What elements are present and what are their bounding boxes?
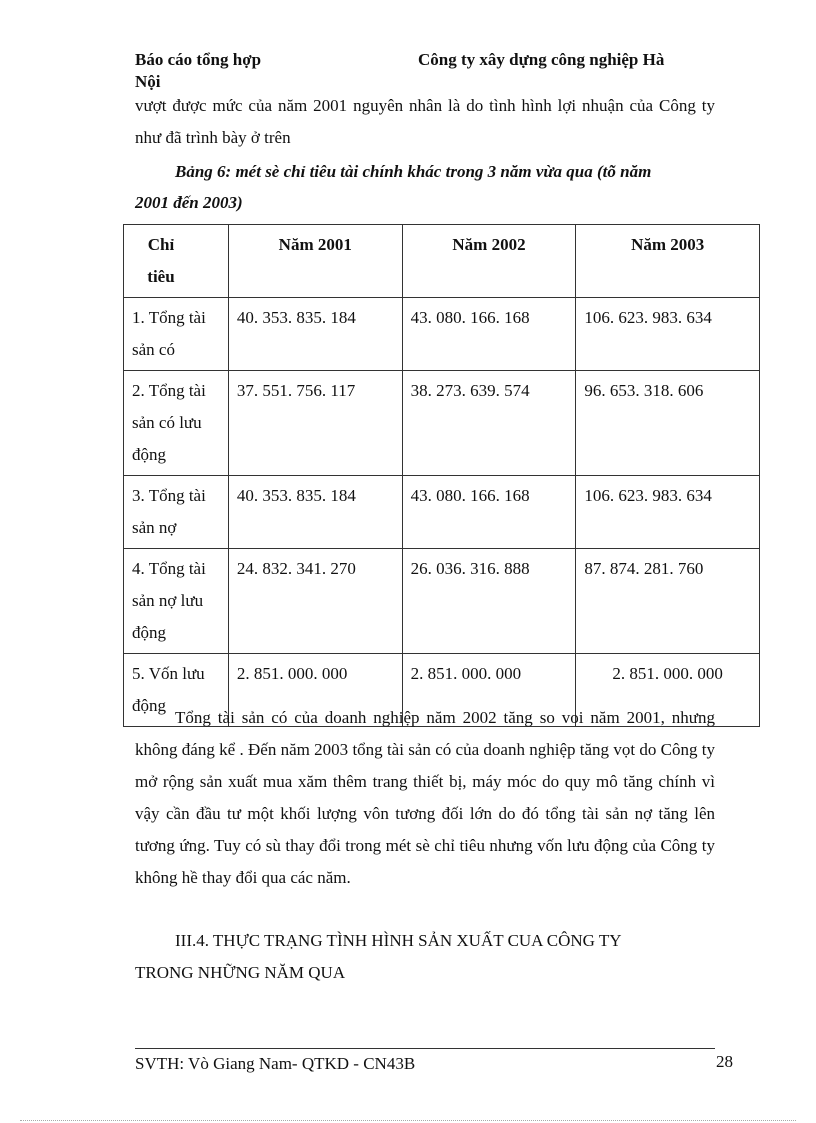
table-row	[124, 549, 760, 654]
value-text: 43. 080. 166. 168	[410, 308, 530, 327]
header-2001: Năm 2001	[228, 225, 402, 298]
table-row	[124, 476, 760, 549]
row-label: 4. Tổng tài sản nợ lưu động	[124, 549, 229, 654]
value-text: 2. 851. 000. 000	[410, 664, 522, 683]
header-2002: Năm 2002	[402, 225, 576, 298]
section-heading-line2: TRONG NHỮNG NĂM QUA	[135, 963, 346, 982]
row-value-2002	[402, 476, 576, 549]
row-value-2001	[228, 371, 402, 476]
row-value-2003	[576, 298, 760, 371]
page-edge-divider	[20, 1120, 796, 1121]
header-2003: Năm 2003	[576, 225, 760, 298]
intro-paragraph: vượt được mức của năm 2001 nguyên nhân là do tình hình lợi nhuận của Công ty như đã trình bày ở trên	[135, 96, 715, 147]
table-caption-line1: Bảng 6: mét sè chỉ tiêu tài chính khác trong 3 năm vừa qua (tõ năm	[175, 162, 652, 181]
value-text: 2. 851. 000. 000	[612, 664, 723, 683]
row-value-2002	[402, 298, 576, 371]
value-text: 43. 080. 166. 168	[410, 486, 530, 505]
value-text: 87. 874. 281. 760	[584, 559, 704, 578]
row-value-2001	[228, 298, 402, 371]
value-text: 37. 551. 756. 117	[236, 381, 356, 400]
value-text: 40. 353. 835. 184	[236, 308, 356, 327]
header-right: Công ty xây dựng công nghiệp Hà	[418, 50, 665, 69]
row-label: 3. Tổng tài sản nợ	[124, 476, 229, 549]
header-chi-tieu-text: Chỉ tiêu	[147, 235, 175, 286]
row-value-2001	[228, 476, 402, 549]
table-row	[124, 298, 760, 371]
row-value-2001	[228, 549, 402, 654]
value-text: 26. 036. 316. 888	[410, 559, 530, 578]
row-value-2003	[576, 549, 760, 654]
analysis-paragraph: Tổng tài sản có của doanh nghiệp năm 2002 tăng so voi năm 2001, nhưng không đáng kể . Đến năm 2003 tổng tài sản có của doanh nghiệp tăng vọt do Công ty mở rộng sản xuất mua xăm thêm trang thiết bị, máy móc do quy mô tăng chính vì vậy cần đầu tư một khối lượng vôn tương đối lớn do đó tổng tài sản nợ tăng lên tương ứng. Tuy có sù thay đổi trong mét sè chỉ tiêu nhưng vốn lưu động của Công ty không hề thay đổi qua các năm.	[135, 708, 715, 887]
row-label: 2. Tổng tài sản có lưu động	[124, 371, 229, 476]
value-text: 2. 851. 000. 000	[236, 664, 348, 683]
header-wrap: Nội	[135, 72, 161, 91]
row-value-2003	[576, 476, 760, 549]
section-heading-line1: III.4. THỰC TRẠNG TÌNH HÌNH SẢN XUẤT CUA CÔNG TY	[175, 931, 622, 950]
value-text: 38. 273. 639. 574	[410, 381, 530, 400]
row-value-2002	[402, 549, 576, 654]
value-text: 24. 832. 341. 270	[236, 559, 356, 578]
value-text: 106. 623. 983. 634	[584, 486, 712, 505]
row-value-2003	[576, 371, 760, 476]
value-text: 40. 353. 835. 184	[236, 486, 356, 505]
header-left: Báo cáo tổng hợp	[135, 50, 262, 69]
footer-divider	[135, 1048, 715, 1049]
financial-table	[123, 224, 760, 727]
row-label: 5. Vốn lưu động	[124, 654, 229, 727]
table-caption-line2: 2001 đến 2003)	[135, 193, 243, 212]
row-label: 1. Tổng tài sản có	[124, 298, 229, 371]
value-text: 96. 653. 318. 606	[584, 381, 704, 400]
table-row	[124, 371, 760, 476]
value-text: 106. 623. 983. 634	[584, 308, 712, 327]
page-number: 28	[716, 1052, 733, 1071]
row-value-2002	[402, 371, 576, 476]
header-chi-tieu	[124, 225, 229, 298]
footer-author: SVTH: Vò Giang Nam- QTKD - CN43B	[135, 1054, 416, 1073]
table-header-row	[124, 225, 760, 298]
